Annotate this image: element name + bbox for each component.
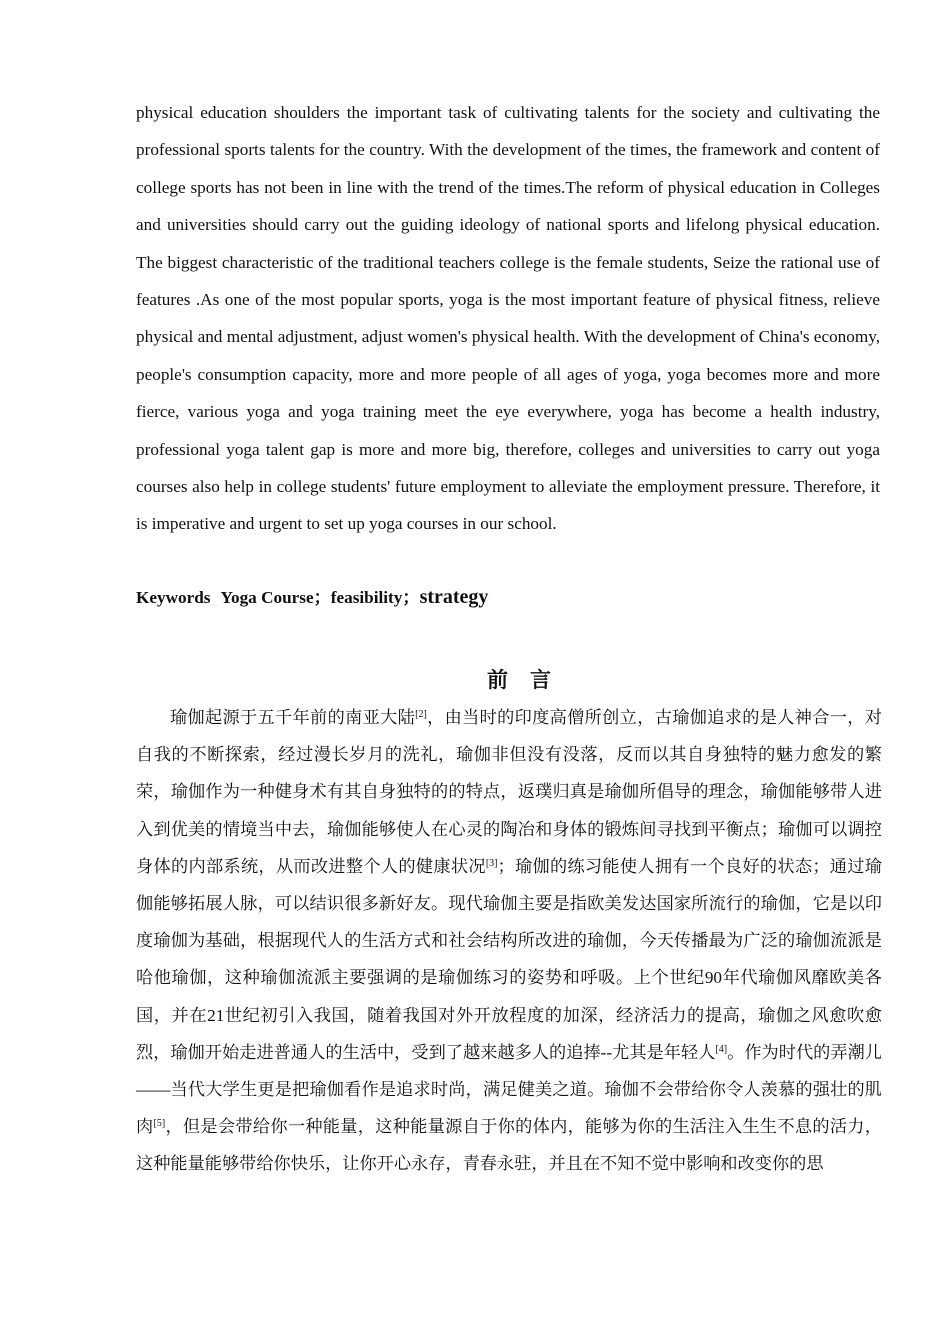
preface-text: ，但是会带给你一种能量，这种能量源自于你的体内，能够为你的生活注入生生不息的活力，这种能量能够带给你快乐，让你开心永存，青春永驻，并且在不知不觉中影响和改变你的思: [136, 1117, 882, 1174]
keywords-label: Keywords: [136, 588, 211, 607]
keywords-line: [136, 580, 880, 615]
preface-body: [136, 699, 882, 1183]
section-heading: 前言: [487, 668, 573, 692]
preface-text: ，由当时的印度高僧所创立，古瑜伽追求的是人神合一，对自我的不断探索，经过漫长岁月的洗礼，瑜伽非但没有没落，反而以其自身独特的魅力愈发的繁荣，瑜伽作为一种健身术有其自身独特的的特点，返璞归真是瑜伽所倡导的理念，瑜伽能够带人进入到优美的情境当中去，瑜伽能够使人在心灵的陶冶和身体的锻炼间寻找到平衡点；瑜伽可以调控身体的内部系统，从而改进整个人的健康状况: [136, 708, 882, 876]
citation-ref: [2]: [415, 709, 427, 720]
preface-text: 。作为时代的弄潮儿——当代大学生更是把瑜伽看作是追求时尚，满足健美之道。瑜伽不会带给你令人羡慕的强壮的肌肉: [136, 1042, 882, 1137]
citation-ref: [3]: [485, 857, 498, 869]
preface-paragraph: [136, 699, 882, 1183]
english-abstract: [136, 94, 880, 543]
keyword-strategy: strategy: [419, 586, 489, 608]
keywords-items: Yoga Course；feasibility；: [220, 588, 420, 607]
citation-ref: [5]: [153, 1118, 166, 1130]
preface-text: ；瑜伽的练习能使人拥有一个良好的状态；通过瑜伽能够拓展人脉，可以结识很多新好友。现代瑜伽主要是指欧美发达国家所流行的瑜伽，它是以印度瑜伽为基础，根据现代人的生活方式和社会结构所改进的瑜伽，今天传播最为广泛的瑜伽流派是哈他瑜伽，这种瑜伽流派主要强调的是瑜伽练习的姿势和呼吸。上个世纪90年代瑜伽风靡欧美各国，并在21世纪初引入我国，随着我国对外开放程度的加深，经济活力的提高，瑜伽之风愈吹愈烈，瑜伽开始走进普通人的生活中，受到了越来越多人的追捧--尤其是年轻人: [136, 856, 882, 1062]
preface-text: 瑜伽起源于五千年前的南亚大陆: [170, 708, 416, 727]
abstract-paragraph: physical education shoulders the important task of cultivating talents for the society and cultivating the professional sports talents for the country. With the development of the times, the framework and content of college sports has not been in line with the trend of the times.The reform of physical education in Colleges and universities should carry out the guiding ideology of national sports and lifelong physical education. The biggest characteristic of the traditional teachers college is the female students, Seize the rational use of features .As one of the most popular sports, yoga is the most important feature of physical fitness, relieve physical and mental adjustment, adjust women's physical health. With the development of China's economy, people's consumption capacity, more and more people of all ages of yoga, yoga becomes more and more fierce, various yoga and yoga training meet the eye everywhere, yoga has become a health industry, professional yoga talent gap is more and more big, therefore, colleges and universities to carry out yoga courses also help in college students' future employment to alleviate the employment pressure. Therefore, it is imperative and urgent to set up yoga courses in our school.: [136, 103, 880, 534]
citation-ref: [4]: [715, 1043, 728, 1055]
